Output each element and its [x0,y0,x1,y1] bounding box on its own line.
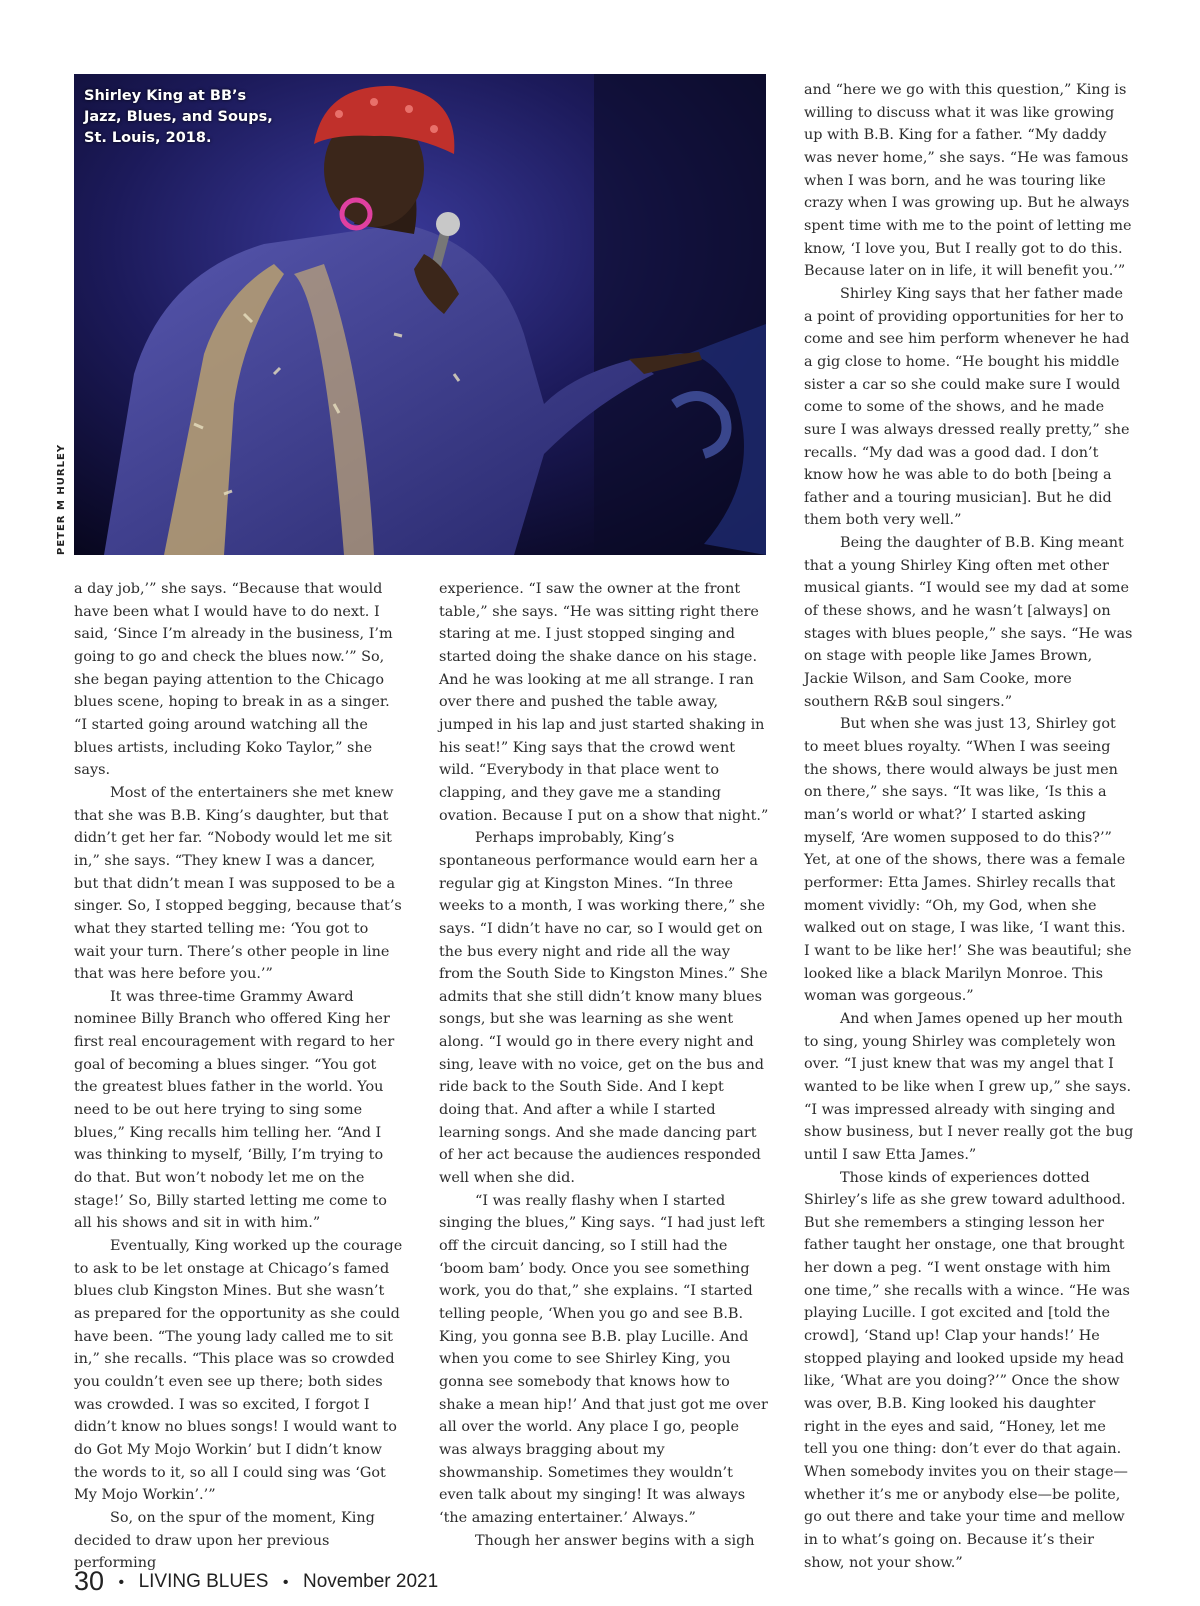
article-column-1 [74,578,404,1575]
paragraph: Though her answer begins with a sigh [475,1532,755,1549]
feature-photo [74,74,766,555]
paragraph: Those kinds of experiences dotted Shirley’s life as she grew toward adulthood. But she remembers a stinging lesson her father taught her onstage, one that brought her down a peg. “I went onstage with him one time,” she recalls with a wince. “He was playing Lucille. I got excited and [told the crowd], ‘Stand up! Clap your hands!’ He stopped playing and looked upside my head like, ‘What are you doing?’” Once the show was over, B.B. King looked his daughter right in the eyes and said, “Honey, let me tell you one thing: don’t ever do that again. When somebody invites you on their stage—whether it’s me or anybody else—be polite, go out there and take your time and mellow in to what’s going on. Because it’s their show, not your show.” [804,1169,1130,1571]
magazine-name: LIVING BLUES [138,1571,269,1592]
paragraph: But when she was just 13, Shirley got to meet blues royalty. “When I was seeing the shows, there would always be just men on there,” she says. “It was like, ‘Is this a man’s world or what?’ I started asking myself, ‘Are women supposed to do this?’” Yet, at one of the shows, there was a female performer: Etta James. Shirley recalls that moment vividly: “Oh, my God, when she walked out on stage, I was like, ‘I want this. I want to be like her!’ She was beautiful; she looked like a black Marilyn Monroe. This woman was gorgeous.” [804,716,1132,1005]
page-number: 30 [74,1566,105,1596]
paragraph: a day job,’” she says. “Because that would have been what I would have to do next. I said, ‘Since I’m already in the business, I’m going to go and check the blues now.’” So, she began paying attention to the Chicago blues scene, hoping to break in as a singer. “I started going around watching all the blues artists, including Koko Taylor,” she says. [74,581,393,779]
photo-caption: Shirley King at BB’s Jazz, Blues, and Soups, St. Louis, 2018. [84,88,273,146]
page-footer [74,1566,438,1597]
paragraph: “I was really flashy when I started singing the blues,” King says. “I had just left off the circuit dancing, so I still had the ‘boom bam’ body. Once you see something work, you do that,” she explains. “I started telling people, ‘When you go and see B.B. King, you gonna see B.B. play Lucille. And when you come to see Shirley King, you gonna see somebody that knows how to shake a mean hip!’ And that just got me over all over the world. Any place I go, people was always bragging about my showmanship. Sometimes they wouldn’t even talk about my singing! It was always ‘the amazing entertainer.’ Always.” [439,1192,768,1526]
footer-separator: • [118,1574,125,1591]
paragraph: And when James opened up her mouth to sing, young Shirley was completely won over. “I just knew that was my angel that I wanted to be like when I grew up,” she says. “I was impressed already with singing and show business, but I never really got the bug until I saw Etta James.” [804,1010,1134,1163]
paragraph: and “here we go with this question,” King is willing to discuss what it was like growing up with B.B. King for a father. “My daddy was never home,” she says. “He was famous when I was born, and he was touring like crazy when I was growing up. But he always spent time with me to the point of letting me know, ‘I love you, But I really got to do this. Because later on in life, it will benefit you.’” [804,82,1132,280]
paragraph: experience. “I saw the owner at the front table,” she says. “He was sitting right there staring at me. I just stopped singing and started doing the shake dance on his stage. And he was looking at me all strange. I ran over there and pushed the table away, jumped in his lap and just started shaking in his seat!” King says that the crowd went wild. “Everybody in that place went to clapping, and they gave me a standing ovation. Because I put on a show that night.” [439,581,769,824]
paragraph: It was three-time Grammy Award nominee Billy Branch who offered King her first real encouragement with regard to her goal of becoming a blues singer. “You got the greatest blues father in the world. You need to be out here trying to sing some blues,” King recalls him telling her. “And I was thinking to myself, ‘Billy, I’m trying to do that. But won’t nobody let me on the stage!’ So, Billy started letting me come to all his shows and sit in with him.” [74,988,395,1232]
paragraph: Being the daughter of B.B. King meant that a young Shirley King often met other musical giants. “I would see my dad at some of these shows, and he wasn’t [always] on stages with blues people,” she says. “He was on stage with people like James Brown, Jackie Wilson, and Sam Cooke, more southern R&B soul singers.” [804,535,1133,710]
paragraph: So, on the spur of the moment, King decided to draw upon her previous performing [74,1509,375,1572]
article-column-2 [439,578,769,1552]
paragraph: Perhaps improbably, King’s spontaneous performance would earn her a regular gig at Kingston Mines. “In three weeks to a month, I was working there,” she says. “I didn’t have no car, so I would get on the bus every night and ride all the way from the South Side to Kingston Mines.” She admits that she still didn’t know many blues songs, but she was learning as she went along. “I would go in there every night and sing, leave with no voice, get on the bus and ride back to the South Side. And I kept doing that. And after a while I started learning songs. And she made dancing part of her act because the audiences responded well when she did. [439,830,768,1187]
paragraph: Most of the entertainers she met knew that she was B.B. King’s daughter, but that didn’t get her far. “Nobody would let me sit in,” she says. “They knew I was a dancer, but that didn’t mean I was supposed to be a singer. So, I stopped begging, because that’s what they started telling me: ‘You got to wait your turn. There’s other people in line that was here before you.’” [74,784,402,983]
issue-date: November 2021 [302,1571,439,1592]
article-column-3 [804,79,1134,1574]
paragraph: Shirley King says that her father made a point of providing opportunities for her to come and see him perform whenever he had a gig close to home. “He bought his middle sister a car so she could make sure I would come to some of the shows, and he made sure I was always dressed really pretty,” she recalls. “My dad was a good dad. I don’t know how he was able to do both [being a father and a touring musician]. But he did them both very well.” [804,285,1130,529]
paragraph: Eventually, King worked up the courage to ask to be let onstage at Chicago’s famed blues club Kingston Mines. But she wasn’t as prepared for the opportunity as she could have been. “The young lady called me to sit in,” she recalls. “This place was so crowded you couldn’t even see up there; both sides was crowded. I was so excited, I forgot I didn’t know no blues songs! I would want to do Got My Mojo Workin’ but I didn’t know the words to it, so all I could sing was ‘Got My Mojo Workin’.’” [74,1238,403,1504]
footer-separator: • [282,1574,289,1591]
photo-credit: PETER M HURLEY [56,443,67,555]
